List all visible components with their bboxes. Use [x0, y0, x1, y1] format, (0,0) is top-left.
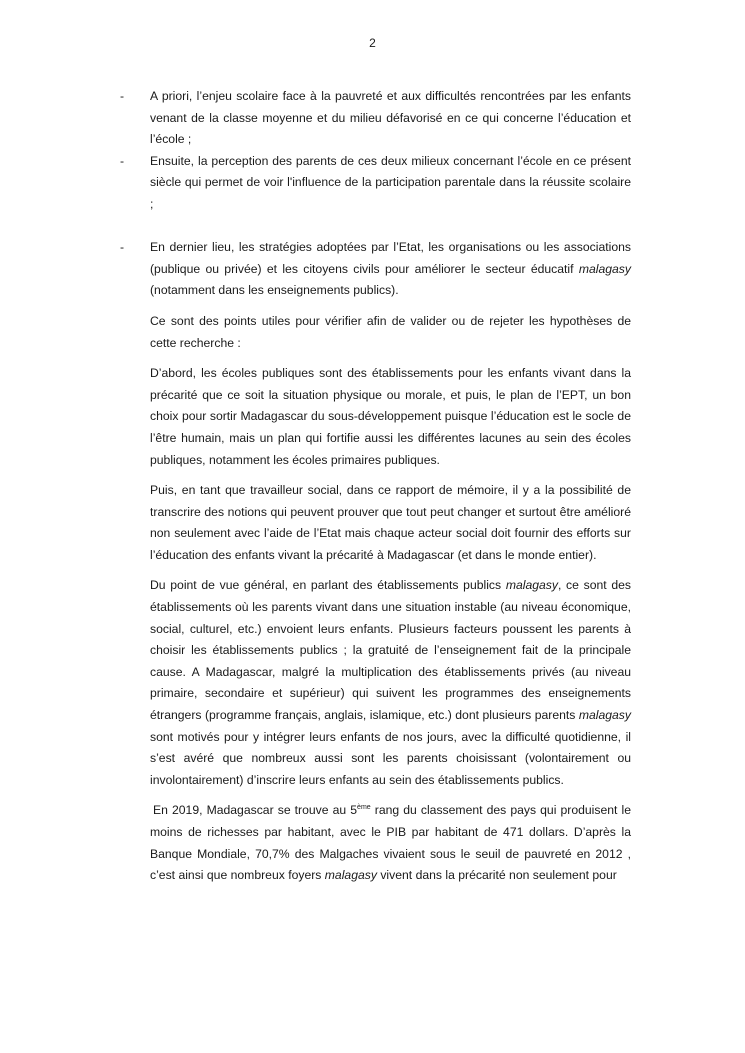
document-body [120, 86, 631, 887]
italic-term: malagasy [505, 578, 558, 593]
text-segment: En 2019, Madagascar se trouve au 5 [153, 803, 358, 818]
bullet-dash: - [120, 153, 125, 168]
paragraph-intro: Ce sont des points utiles pour vérifier afin de valider ou de rejeter les hypothèses de cette recherche : [150, 313, 631, 350]
bullet-dash: - [120, 240, 125, 255]
bullet-dash: - [120, 89, 125, 103]
bullet-text: En dernier lieu, les stratégies adoptées par l’Etat, les organisations ou les associations (publique ou privée) et les citoyens civils pour améliorer le secteur éducatif [150, 240, 631, 276]
bullet-text: Ensuite, la perception des parents de ces deux milieux concernant l’école en ce présent siècle qui permet de voir l'influence de la participation parentale dans la réussite scolaire ; [150, 153, 631, 211]
superscript: ème [357, 804, 371, 812]
italic-term: malagasy [578, 708, 631, 723]
paragraph-puis: Puis, en tant que travailleur social, dans ce rapport de mémoire, il y a la possibilité de transcrire des notions qui peuvent prouver que tout peut changer et surtout être amélioré non seulement avec l’aide de l’Etat mais chaque acteur social doit fournir des efforts sur l’éducation des enfants vivant la précarité à Madagascar (et dans le monde entier). [150, 483, 631, 562]
paragraph-dabord: D’abord, les écoles publiques sont des établissements pour les enfants vivant dans la précarité que ce soit la situation physique ou morale, et puis, le plan de l’EPT, un bon choix pour sortir Madagascar du sous-développement puisque l’éducation est le socle de l’être humain, mais un plan qui fortifie aussi les différentes lacunes au sein des écoles publiques, notamment les écoles primaires publiques. [150, 366, 631, 467]
paragraph-2019 [120, 800, 631, 886]
bullet-italic-term: malagasy [578, 261, 631, 276]
bullet-item [120, 151, 631, 216]
bullet-text-tail: (notamment dans les enseignements publics). [150, 283, 399, 298]
text-segment: vivent dans la précarité non seulement pour [376, 868, 617, 883]
bullet-item [120, 237, 631, 302]
text-segment: Du point de vue général, en parlant des établissements publics [150, 578, 506, 593]
paragraph-point-de-vue [120, 575, 631, 791]
text-segment: sont motivés pour y intégrer leurs enfants de nos jours, avec la difficulté quotidienne, il s’est avéré que nombreux aussi sont les parents choisissant (volontairement ou involontairement) d’inscrire leurs enfants au sein des établissements publics. [150, 729, 631, 787]
page-number: 2 [369, 36, 376, 50]
italic-term: malagasy [324, 868, 377, 883]
text-segment: , ce sont des établissements où les parents vivant dans une situation instable (au niveau économique, social, culturel, etc.) envoient leurs enfants. Plusieurs facteurs poussent les parents à choisir les établissements publics ; la gratuité de l’enseignement fait de la principale cause. A Madagascar, malgré la multiplication des établissements privés (au niveau primaire, secondaire et supérieur) qui suivent les programmes des enseignements étrangers (programme français, anglais, islamique, etc.) dont plusieurs parents [150, 578, 631, 723]
bullet-item [120, 86, 631, 151]
bullet-text: A priori, l’enjeu scolaire face à la pauvreté et aux difficultés rencontrées par les enfants venant de la classe moyenne et du milieu défavorisé en ce qui concerne l’éducation et l’école ; [150, 89, 631, 147]
text-segment: rang du classement des pays qui produisent le moins de richesses par habitant, avec le PIB par habitant de 471 dollars. D’après la Banque Mondiale, 70,7% des Malgaches vivaient sous le seuil de pauvreté en 2012 , c’est ainsi que nombreux foyers [150, 803, 631, 883]
